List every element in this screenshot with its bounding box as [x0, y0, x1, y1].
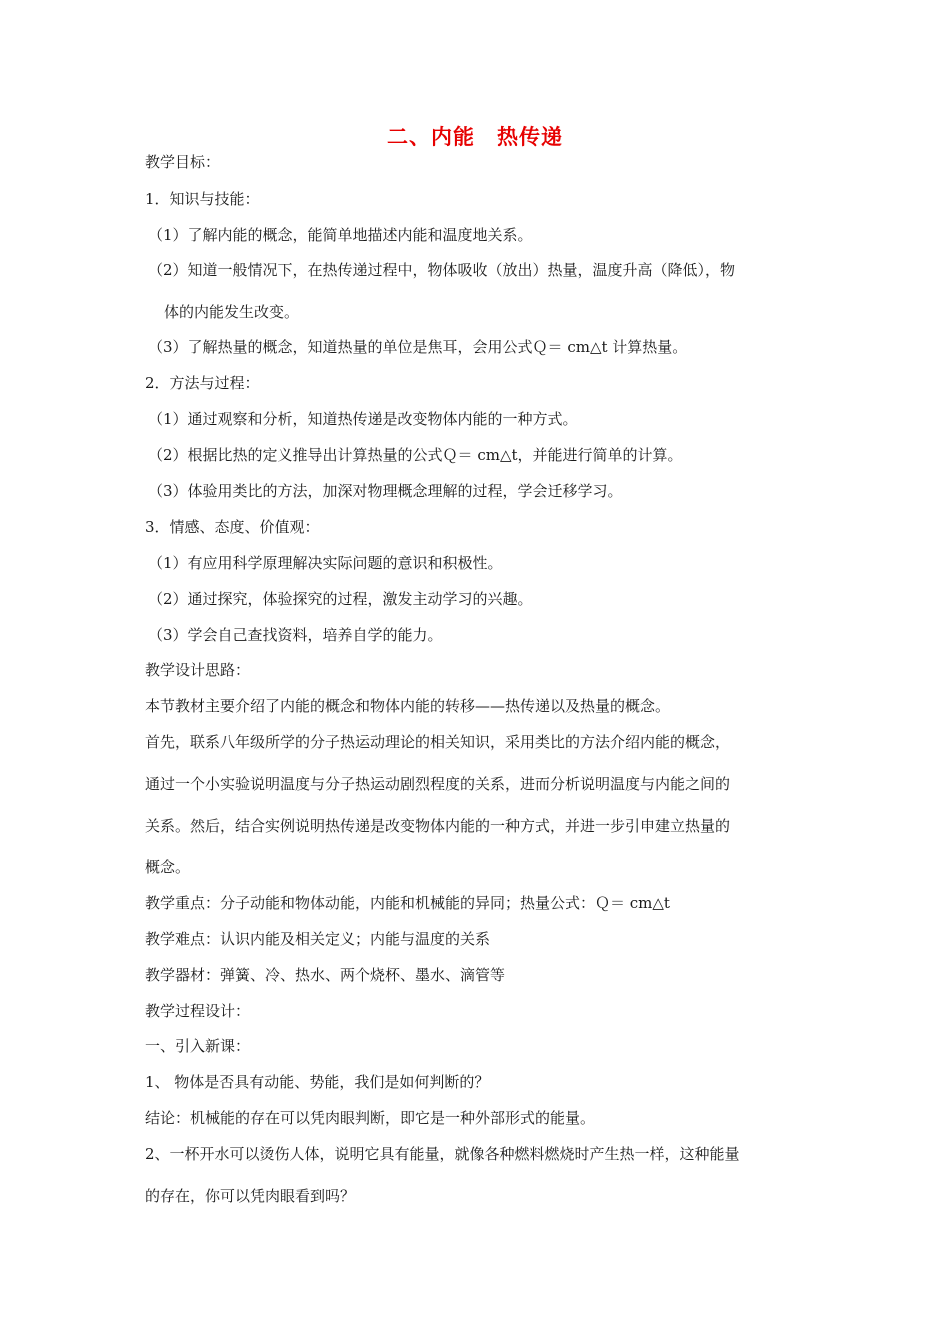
paragraph-line: 首先，联系八年级所学的分子热运动理论的相关知识，采用类比的方法介绍内能的概念， [145, 733, 731, 751]
question-item: 1、 物体是否具有动能、势能，我们是如何判断的？ [145, 1073, 490, 1091]
goal-item: （2）根据比热的定义推导出计算热量的公式Ｑ＝ cm△t，并能进行简单的计算。 [148, 446, 683, 464]
section-methods: 2．方法与过程： [145, 374, 260, 392]
goal-item: （2）通过探究，体验探究的过程，激发主动学习的兴趣。 [148, 590, 533, 608]
section-knowledge-skills: 1．知识与技能： [145, 190, 260, 208]
heading-intro: 一、引入新课： [145, 1037, 251, 1055]
goal-item-continuation: 体的内能发生改变。 [164, 303, 300, 321]
paragraph-line: 本节教材主要介绍了内能的概念和物体内能的转移——热传递以及热量的概念。 [145, 697, 671, 715]
key-points: 教学重点：分子动能和物体动能，内能和机械能的异同；热量公式：Ｑ＝ cm△t [145, 894, 670, 912]
heading-process: 教学过程设计： [145, 1002, 251, 1020]
goal-item: （3）体验用类比的方法，加深对物理概念理解的过程，学会迁移学习。 [148, 482, 623, 500]
equipment: 教学器材：弹簧、冷、热水、两个烧杯、墨水、滴管等 [145, 966, 506, 984]
goal-item: （1）通过观察和分析，知道热传递是改变物体内能的一种方式。 [148, 410, 578, 428]
conclusion-line: 结论：机械能的存在可以凭肉眼判断，即它是一种外部形式的能量。 [145, 1109, 596, 1127]
goal-item: （1）了解内能的概念，能简单地描述内能和温度地关系。 [148, 226, 533, 244]
goal-item: （1）有应用科学原理解决实际问题的意识和积极性。 [148, 554, 503, 572]
goal-item: （3）了解热量的概念，知道热量的单位是焦耳，会用公式Ｑ＝ cm△t 计算热量。 [148, 338, 688, 356]
goal-item: （2）知道一般情况下，在热传递过程中，物体吸收（放出）热量，温度升高（降低），物 [148, 261, 736, 279]
question-item-continuation: 的存在，你可以凭肉眼看到吗？ [145, 1187, 356, 1205]
paragraph-line: 关系。然后，结合实例说明热传递是改变物体内能的一种方式，并进一步引申建立热量的 [145, 817, 731, 835]
paragraph-line: 通过一个小实验说明温度与分子热运动剧烈程度的关系，进而分析说明温度与内能之间的 [145, 775, 731, 793]
heading-teaching-goals: 教学目标： [145, 153, 221, 171]
page-title: 二、内能 热传递 [387, 125, 563, 149]
section-attitudes: 3．情感、态度、价值观： [145, 518, 320, 536]
question-item: 2、一杯开水可以烫伤人体，说明它具有能量，就像各种燃料燃烧时产生热一样，这种能量 [145, 1145, 740, 1163]
heading-design-idea: 教学设计思路： [145, 661, 251, 679]
difficult-points: 教学难点：认识内能及相关定义；内能与温度的关系 [145, 930, 491, 948]
paragraph-line: 概念。 [145, 858, 191, 876]
goal-item: （3）学会自己查找资料，培养自学的能力。 [148, 626, 443, 644]
